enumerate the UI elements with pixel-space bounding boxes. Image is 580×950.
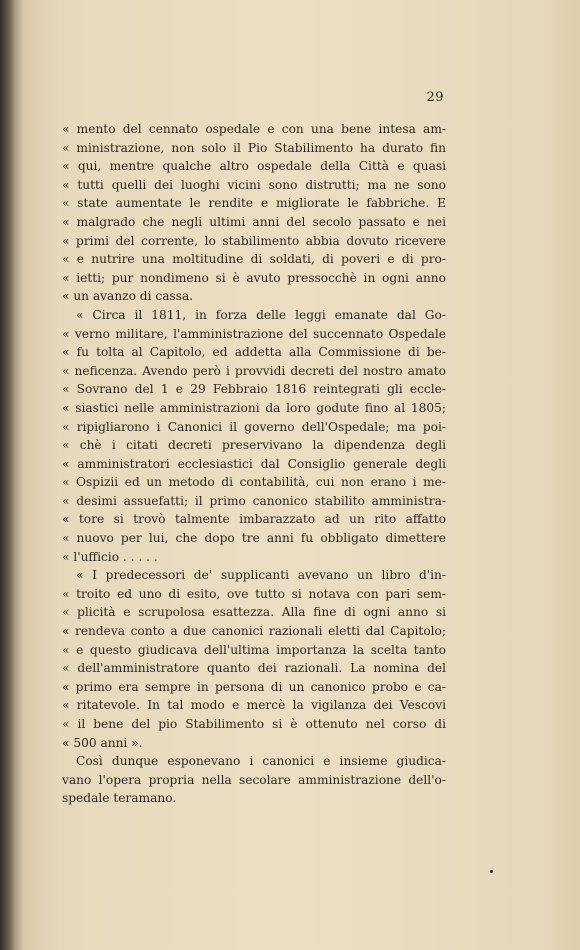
text-line: « qui, mentre qualche altro ospedale della Città e quasi [62, 159, 446, 174]
text-line: « siastici nelle amministrazioni da loro godute fino al 1805; [62, 400, 446, 415]
text-line: « ministrazione, non solo il Pio Stabilimento ha durato fin [62, 140, 446, 155]
text-line: « tutti quelli dei luoghi vicini sono distrutti; ma ne sono [62, 177, 446, 192]
text-line: « malgrado che negli ultimi anni del secolo passato e nei [62, 214, 446, 229]
text-line: « un avanzo di cassa. [62, 289, 194, 304]
text-line: « mento del cennato ospedale e con una bene intesa am- [62, 122, 446, 136]
text-line: vano l'opera propria nella secolare amministrazione dell'o- [62, 772, 446, 787]
text-line: « dell'amministratore quanto dei razionali. La nomina del [62, 661, 446, 676]
text-line: « nuovo per lui, che dopo tre anni fu obbligato dimettere [62, 531, 446, 546]
text-line: « verno militare, l'amministrazione del succennato Ospedale [62, 326, 446, 341]
text-line: « primo era sempre in persona di un canonico probo e ca- [62, 679, 446, 694]
text-line: Così dunque esponevano i canonici e insieme giudica- [76, 754, 446, 769]
text-line: « plicità e scrupolosa esattezza. Alla fine di ogni anno si [62, 605, 446, 620]
text-line: « amministratori ecclesiastici dal Consiglio generale degli [62, 456, 446, 471]
text-line: « tore si trovò talmente imbarazzato ad un rito affatto [62, 512, 446, 527]
ink-speck [490, 870, 493, 873]
text-line: « 500 anni ». [62, 735, 143, 750]
text-line: « ripigliarono i Canonici il governo dell'Ospedale; ma poi- [62, 419, 446, 434]
text-line: « chè i citati decreti preservivano la dipendenza degli [62, 438, 446, 453]
text-line: « ietti; pur nondimeno si è avuto pressocchè in ogni anno [62, 270, 446, 285]
text-line: « fu tolta al Capitolo, ed addetta alla Commissione di be- [62, 345, 446, 360]
text-line: « neficenza. Avendo però i provvidi decreti del nostro amato [62, 363, 446, 378]
text-line: « troito ed uno di esito, ove tutto si notava con pari sem- [62, 586, 446, 601]
text-line: « Circa il 1811, in forza delle leggi emanate dal Go- [76, 307, 446, 322]
text-line: « il bene del pio Stabilimento si è ottenuto nel corso di [62, 717, 446, 731]
text-line: « e questo giudicava dell'ultima importanza la scelta tanto [62, 642, 446, 657]
text-line: « desimi assuefatti; il primo canonico stabilito amministra- [62, 493, 446, 508]
body-text [62, 120, 446, 808]
text-line: « state aumentate le rendite e migliorate le fabbriche. E [62, 196, 446, 211]
text-line: « primi del corrente, lo stabilimento abbia dovuto ricevere [62, 233, 446, 248]
text-line: « e nutrire una moltitudine di soldati, di poveri e di pro- [62, 252, 446, 267]
text-line: « I predecessori de' supplicanti avevano un libro d'in- [76, 568, 446, 583]
text-line: « rendeva conto a due canonici razionali eletti dal Capitolo; [62, 624, 446, 639]
book-spine-shadow [0, 0, 14, 950]
page-number: 29 [426, 90, 444, 105]
text-line: spedale teramano. [62, 791, 177, 806]
text-line: « ritatevole. In tal modo e mercè la vigilanza dei Vescovi [62, 698, 446, 713]
text-line: « Ospizii ed un metodo di contabilità, cui non erano i me- [62, 475, 446, 490]
text-line: « Sovrano del 1 e 29 Febbraio 1816 reintegrati gli eccle- [62, 382, 446, 397]
text-line: « l'ufficio . . . . . [62, 549, 158, 564]
